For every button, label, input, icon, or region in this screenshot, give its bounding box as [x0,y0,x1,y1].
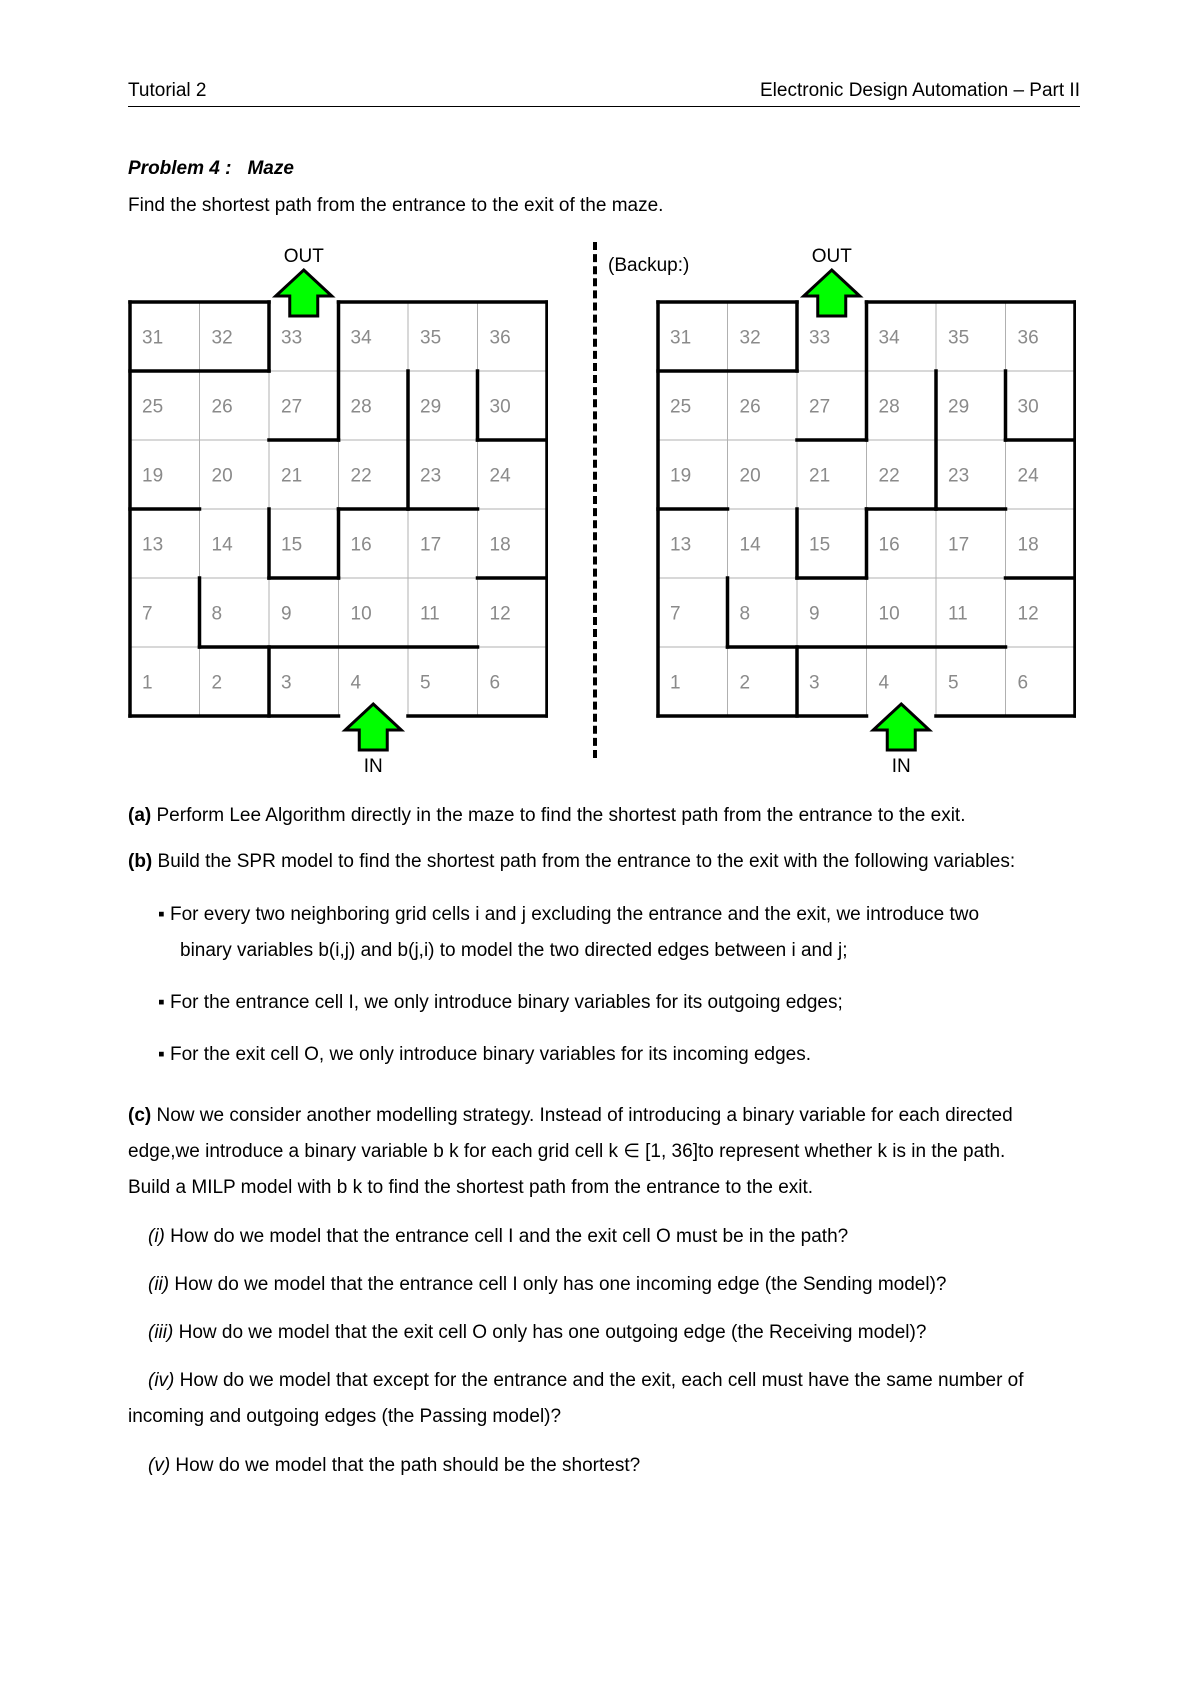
question-c-v-text: How do we model that the path should be the shortest? [170,1455,641,1476]
in-label: IN [891,756,911,777]
problem-number: Problem 4 : [128,158,232,179]
maze-cell-25: 25 [670,396,692,418]
maze-cell-11: 11 [948,603,968,625]
question-c-line1: Now we consider another modelling strategy. Instead of introducing a binary variable for each directed [151,1105,1013,1126]
in-arrow-icon [873,704,929,750]
maze-cell-14: 14 [739,534,761,556]
maze-cell-9: 9 [809,603,820,625]
maze-cell-14: 14 [211,534,233,556]
maze-cell-29: 29 [420,396,442,418]
in-label: IN [363,756,383,777]
header-rule [128,106,1080,107]
maze-cell-18: 18 [1017,534,1039,556]
maze-cell-16: 16 [878,534,900,556]
maze-cell-33: 33 [809,327,831,349]
out-arrow-icon [276,270,332,316]
maze-cell-19: 19 [142,465,164,487]
maze-cell-5: 5 [948,672,959,694]
question-a-text: Perform Lee Algorithm directly in the maze to find the shortest path from the entrance to the exit. [151,805,966,826]
maze-cell-25: 25 [142,396,164,418]
out-label: OUT [811,246,852,267]
maze-cell-28: 28 [878,396,900,418]
question-c-v [148,1455,640,1477]
maze-cell-26: 26 [739,396,761,418]
maze-cell-31: 31 [142,327,164,349]
question-c-iii-label: (iii) [148,1322,174,1343]
out-label: OUT [283,246,324,267]
maze-cell-3: 3 [281,672,292,694]
question-c-i-text: How do we model that the entrance cell I and the exit cell O must be in the path? [164,1226,849,1247]
maze-cell-17: 17 [420,534,442,556]
maze-cell-4: 4 [878,672,890,694]
problem-title [128,158,294,180]
maze-cell-17: 17 [948,534,970,556]
maze-cell-12: 12 [489,603,511,625]
maze-cell-15: 15 [281,534,303,556]
maze-cell-6: 6 [489,672,501,694]
question-c-ii [148,1274,946,1296]
maze-cell-27: 27 [809,396,831,418]
maze-cell-5: 5 [420,672,431,694]
question-c-iv-label: (iv) [148,1370,175,1391]
maze-cell-10: 10 [878,603,900,625]
question-b-bullet3: ▪ For the exit cell O, we only introduce binary variables for its incoming edges. [158,1044,812,1065]
maze-cell-6: 6 [1017,672,1029,694]
out-arrow-icon [804,270,860,316]
question-a-label: (a) [128,805,152,826]
maze-cell-8: 8 [211,603,223,625]
in-arrow-icon [345,704,401,750]
maze-cell-3: 3 [809,672,820,694]
maze-cell-21: 21 [809,465,831,487]
maze-main [128,240,548,780]
problem-name: Maze [247,158,294,179]
problem-description: Find the shortest path from the entrance to the exit of the maze. [128,195,664,216]
question-c-iii-text: How do we model that the exit cell O only has one outgoing edge (the Receiving model)? [173,1322,927,1343]
question-c-i [148,1226,848,1248]
question-c-line2: edge,we introduce a binary variable b k for each grid cell k ∈ [1, 36]to represent whether k is in the path. [128,1141,1006,1162]
maze-cell-26: 26 [211,396,233,418]
maze-cell-33: 33 [281,327,303,349]
question-a [128,806,965,826]
maze-cell-1: 1 [670,672,681,694]
maze-divider [593,242,597,758]
maze-backup [656,240,1076,780]
maze-cell-29: 29 [948,396,970,418]
maze-cell-13: 13 [670,534,692,556]
question-c-iv [148,1370,1024,1392]
maze-cell-13: 13 [142,534,164,556]
maze-cell-2: 2 [211,672,223,694]
maze-cell-19: 19 [670,465,692,487]
question-c-iv-line1: How do we model that except for the entrance and the exit, each cell must have the same number of [174,1370,1024,1391]
maze-cell-2: 2 [739,672,751,694]
maze-cell-32: 32 [211,327,233,349]
header-right: Electronic Design Automation – Part II [760,80,1080,101]
maze-cell-4: 4 [350,672,362,694]
maze-cell-30: 30 [1017,396,1039,418]
question-c-iv-line2: incoming and outgoing edges (the Passing model)? [128,1406,562,1427]
maze-cell-36: 36 [489,327,511,349]
maze-cell-23: 23 [948,465,970,487]
question-c-ii-text: How do we model that the entrance cell I only has one incoming edge (the Sending model)? [169,1274,947,1295]
question-c-iii [148,1322,926,1344]
maze-cell-12: 12 [1017,603,1039,625]
maze-cell-35: 35 [420,327,442,349]
maze-cell-22: 22 [878,465,900,487]
maze-cell-10: 10 [350,603,372,625]
question-b-label: (b) [128,851,153,872]
maze-cell-31: 31 [670,327,692,349]
question-b [128,852,1015,872]
maze-cell-32: 32 [739,327,761,349]
question-b-bullet1: ▪ For every two neighboring grid cells i and j excluding the entrance and the exit, we introduce two [158,904,980,925]
maze-cell-21: 21 [281,465,303,487]
maze-cell-36: 36 [1017,327,1039,349]
maze-cell-34: 34 [350,327,372,349]
maze-cell-20: 20 [211,465,233,487]
maze-cell-1: 1 [142,672,153,694]
maze-cell-22: 22 [350,465,372,487]
backup-label: (Backup:) [608,255,690,276]
maze-cell-23: 23 [420,465,442,487]
maze-cell-28: 28 [350,396,372,418]
maze-cell-15: 15 [809,534,831,556]
question-c-label: (c) [128,1105,152,1126]
question-c-v-label: (v) [148,1455,171,1476]
maze-cell-18: 18 [489,534,511,556]
maze-cell-7: 7 [670,603,681,625]
maze-cell-24: 24 [489,465,511,487]
maze-cell-20: 20 [739,465,761,487]
maze-cell-8: 8 [739,603,751,625]
question-b-bullet2: ▪ For the entrance cell I, we only introduce binary variables for its outgoing edges; [158,992,843,1013]
maze-cell-9: 9 [281,603,292,625]
question-b-bullet1-cont: binary variables b(i,j) and b(j,i) to model the two directed edges between i and j; [180,940,848,961]
maze-cell-30: 30 [489,396,511,418]
question-c-line3: Build a MILP model with b k to find the shortest path from the entrance to the exit. [128,1177,814,1198]
maze-cell-16: 16 [350,534,372,556]
maze-cell-34: 34 [878,327,900,349]
maze-cell-27: 27 [281,396,303,418]
maze-cell-35: 35 [948,327,970,349]
question-c [128,1106,1013,1126]
question-b-text: Build the SPR model to find the shortest path from the entrance to the exit with the following variables: [152,851,1016,872]
maze-cell-24: 24 [1017,465,1039,487]
maze-cell-11: 11 [420,603,440,625]
header-left: Tutorial 2 [128,80,207,101]
question-c-ii-label: (ii) [148,1274,170,1295]
maze-cell-7: 7 [142,603,153,625]
question-c-i-label: (i) [148,1226,165,1247]
